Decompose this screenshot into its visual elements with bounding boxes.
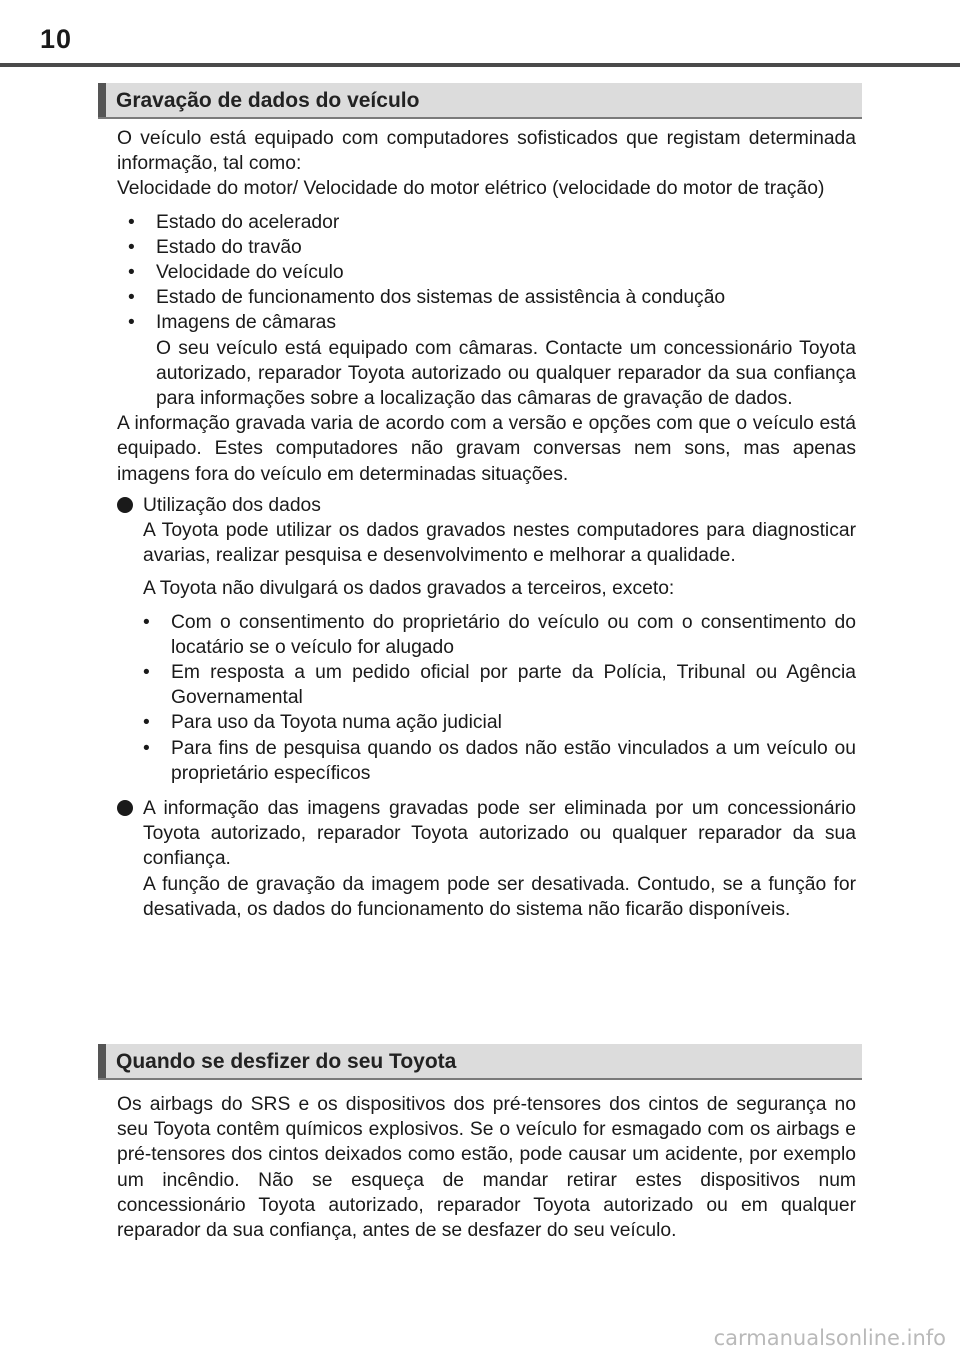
intro-paragraph-2: Velocidade do motor/ Velocidade do motor elétrico (velocidade do motor de tração) [117,178,825,200]
recorded-items-list [128,210,856,412]
list-item: • Para uso da Toyota numa ação judicial [143,710,856,735]
data-usage-item [117,493,856,786]
list-item: • Estado do acelerador [128,210,856,235]
list-item: • Estado do travão [128,235,856,260]
list-item [128,310,856,411]
section-body-vehicle-data-recording [117,126,856,922]
data-usage-text: A Toyota pode utilizar os dados gravados nestes computadores para diagnosticar avarias, realizar pesquisa e desenvolvimento e melhorar a qualidade. [143,520,856,567]
disposal-paragraph: Os airbags do SRS e os dispositivos dos pré-tensores dos cintos de segurança no seu Toyota contêm químicos explosivos. Se o veículo for esmagado com os airbags e pré-tensores dos cintos deixados como estão, pode causar um acidente, por exemplo um incêndio. Não se esqueça de mandar retirar estes dispositivos num concessionário Toyota autorizado, reparador Toyota autorizado ou em qualquer reparador da sua confiança, antes de se desfazer do seu veículo. [117,1094,856,1242]
list-item: • Com o consentimento do proprietário do veículo ou com o consentimento do locatário se o veículo for alugado [143,610,856,660]
data-disclosure-text: A Toyota não divulgará os dados gravados a terceiros, exceto: [143,578,675,600]
bullet-circle-icon [117,497,133,513]
heading-accent-bar [98,83,106,117]
image-info-item [117,796,856,922]
data-usage-heading: Utilização dos dados [143,494,321,516]
list-item: • Velocidade do veículo [128,260,856,285]
heading-accent-bar [98,1044,106,1078]
section-heading-vehicle-data-recording [98,83,862,119]
section-body-disposal [117,1092,856,1243]
recorded-info-paragraph: A informação gravada varia de acordo com a versão e opções com que o veículo está equipado. Estes computadores não gravam conversas nem sons, mas apenas imagens fora do veículo em determinadas situações. [117,413,856,485]
page-number: 10 [40,24,73,54]
section-heading-disposal [98,1044,862,1080]
header-rule [0,63,960,67]
list-item: • Em resposta a um pedido oficial por parte da Polícia, Tribunal ou Agência Governamental [143,660,856,710]
section-title: Gravação de dados do veículo [116,89,420,112]
list-item: • Estado de funcionamento dos sistemas de assistência à condução [128,285,856,310]
intro-paragraph: O veículo está equipado com computadores sofisticados que registam determinada informação, tal como: [117,128,856,175]
camera-note: O seu veículo está equipado com câmaras. Contacte um concessionário Toyota autorizado, reparador Toyota autorizado ou qualquer reparador da sua confiança para informações sobre a localização das câmaras de gravação de dados. [156,337,856,410]
list-item-text: Imagens de câmaras [156,312,337,334]
disclosure-exceptions-list [143,610,856,786]
image-info-text: A informação das imagens gravadas pode ser eliminada por um concessionário Toyota autorizado, reparador Toyota autorizado ou qualquer reparador da sua confiança. [143,798,856,870]
bullet-circle-icon [117,800,133,816]
section-title: Quando se desfizer do seu Toyota [116,1050,457,1073]
watermark-text: carmanualsonline.info [713,1326,946,1350]
image-recording-text: A função de gravação da imagem pode ser desativada. Contudo, se a função for desativada, os dados do funcionamento do sistema não ficarão disponíveis. [143,873,856,920]
list-item: • Para fins de pesquisa quando os dados não estão vinculados a um veículo ou proprietário específicos [143,736,856,786]
